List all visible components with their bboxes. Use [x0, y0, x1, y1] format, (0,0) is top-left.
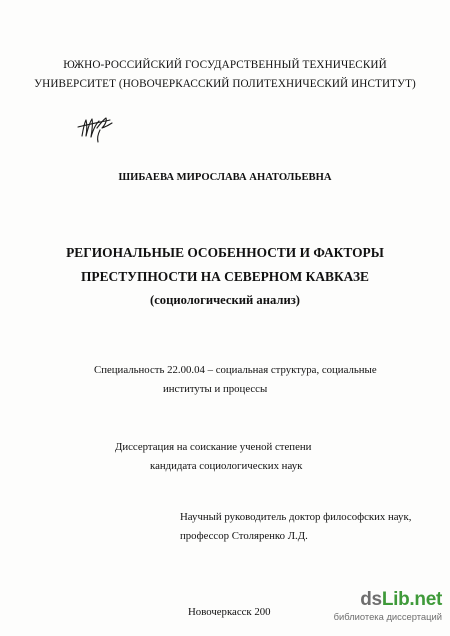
dissertation-subtitle: (социологический анализ)	[150, 293, 300, 307]
degree-line2: кандидата социологических наук	[150, 460, 303, 472]
dslib-watermark	[333, 589, 442, 626]
city-year: Новочеркасск 200	[188, 606, 271, 618]
watermark-brand	[360, 590, 442, 609]
supervisor-line1: Научный руководитель доктор философских наук,	[180, 511, 412, 523]
dissertation-title-line2: ПРЕСТУПНОСТИ НА СЕВЕРНОМ КАВКАЗЕ	[81, 269, 369, 284]
watermark-brand-prefix: ds	[360, 589, 382, 610]
supervisor-line2: профессор Столяренко Л.Д.	[180, 530, 308, 542]
author-name: ШИБАЕВА МИРОСЛАВА АНАТОЛЬЕВНА	[118, 172, 332, 183]
university-name-line1: ЮЖНО-РОССИЙСКИЙ ГОСУДАРСТВЕННЫЙ ТЕХНИЧЕСКИЙ	[63, 59, 387, 71]
dissertation-title-line1: РЕГИОНАЛЬНЫЕ ОСОБЕННОСТИ И ФАКТОРЫ	[66, 245, 384, 260]
watermark-caption: библиотека диссертаций	[333, 611, 442, 622]
handwritten-signature-icon	[76, 106, 120, 146]
specialty-line2: институты и процессы	[163, 383, 268, 395]
degree-line1: Диссертация на соискание ученой степени	[115, 441, 312, 453]
specialty-line1: Специальность 22.00.04 – социальная структура, социальные	[94, 364, 377, 376]
university-name-line2: УНИВЕРСИТЕТ (НОВОЧЕРКАССКИЙ ПОЛИТЕХНИЧЕСКИЙ ИНСТИТУТ)	[34, 78, 416, 90]
watermark-brand-suffix: Lib.net	[381, 589, 442, 610]
